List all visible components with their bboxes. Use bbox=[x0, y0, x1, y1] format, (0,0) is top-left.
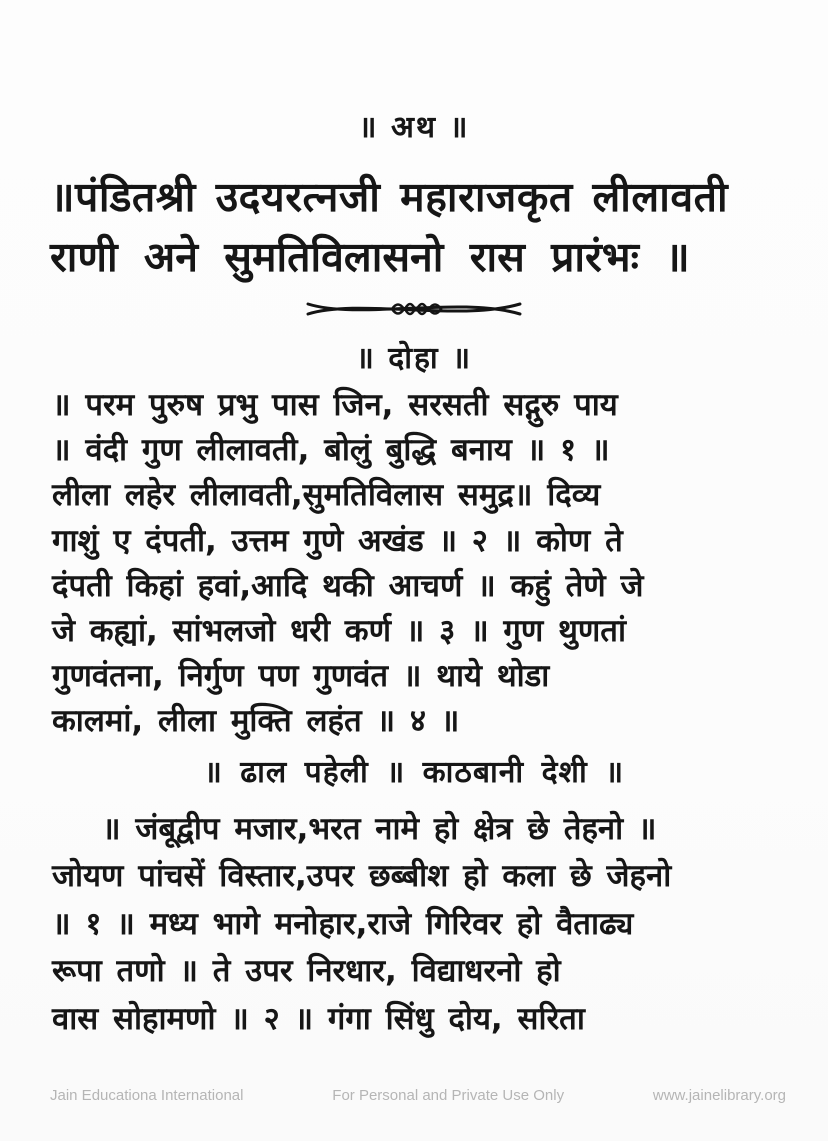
book-title-line-1: ॥पंडितश्री उदयरत्नजी महाराजकृत लीलावती bbox=[50, 173, 729, 221]
flourish-divider bbox=[304, 293, 524, 331]
dhal-line: रूपा तणो ॥ ते उपर निरधार, विद्याधरनो हो bbox=[52, 953, 561, 990]
dhal-line: ॥ १ ॥ मध्य भागे मनोहार,राजे गिरिवर हो वैताढ्य bbox=[52, 905, 634, 942]
scan-watermark-footer bbox=[0, 1087, 828, 1104]
doha-line: ॥ परम पुरुष प्रभु पास जिन, सरसती सद्गुरु पाय bbox=[52, 387, 618, 423]
doha-line: गाशुं ए दंपती, उत्तम गुणे अखंड ॥ २ ॥ कोण ते bbox=[52, 522, 623, 559]
doha-verse-block bbox=[52, 383, 808, 745]
dhal-section-heading: ॥ ढाल पहेली ॥ काठबानी देशी ॥ bbox=[203, 755, 625, 790]
book-title-line-2: राणी अने सुमतिविलासनो रास प्रारंभः ॥ bbox=[50, 233, 690, 281]
doha-line: कालमां, लीला मुक्ति लहंत ॥ ४ ॥ bbox=[52, 703, 460, 740]
invocation-header: ॥ अथ ॥ bbox=[358, 110, 470, 145]
dhal-line: जोयण पांचसें विस्तार,उपर छब्बीश हो कला छे जेहनो bbox=[52, 858, 672, 895]
doha-section-heading: ॥ दोहा ॥ bbox=[355, 341, 473, 376]
footer-publisher-text: Jain Educationa International bbox=[50, 1087, 244, 1104]
dhal-verse-block bbox=[52, 806, 808, 1043]
doha-line: ॥ वंदी गुण लीलावती, बोलुं बुद्धि बनाय ॥ १ ॥ bbox=[52, 432, 610, 469]
dhal-line: ॥ जंबूद्वीप मजार,भरत नामे हो क्षेत्र छे तेहनो ॥ bbox=[102, 811, 657, 847]
footer-usage-text: For Personal and Private Use Only bbox=[332, 1087, 565, 1104]
dhal-line: वास सोहामणो ॥ २ ॥ गंगा सिंधु दोय, सरिता bbox=[52, 1000, 585, 1037]
doha-line: दंपती किहां हवां,आदि थकी आचर्ण ॥ कहुं तेणे जे bbox=[52, 567, 644, 604]
doha-line: लीला लहेर लीलावती,सुमतिविलास समुद्र॥ दिव्य bbox=[52, 477, 601, 514]
footer-website-text: www.jainelibrary.org bbox=[652, 1087, 786, 1104]
doha-line: गुणवंतना, निर्गुण पण गुणवंत ॥ थाये थोडा bbox=[52, 658, 550, 695]
doha-line: जे कह्यां, सांभलजो धरी कर्ण ॥ ३ ॥ गुण थुणतां bbox=[52, 613, 627, 650]
